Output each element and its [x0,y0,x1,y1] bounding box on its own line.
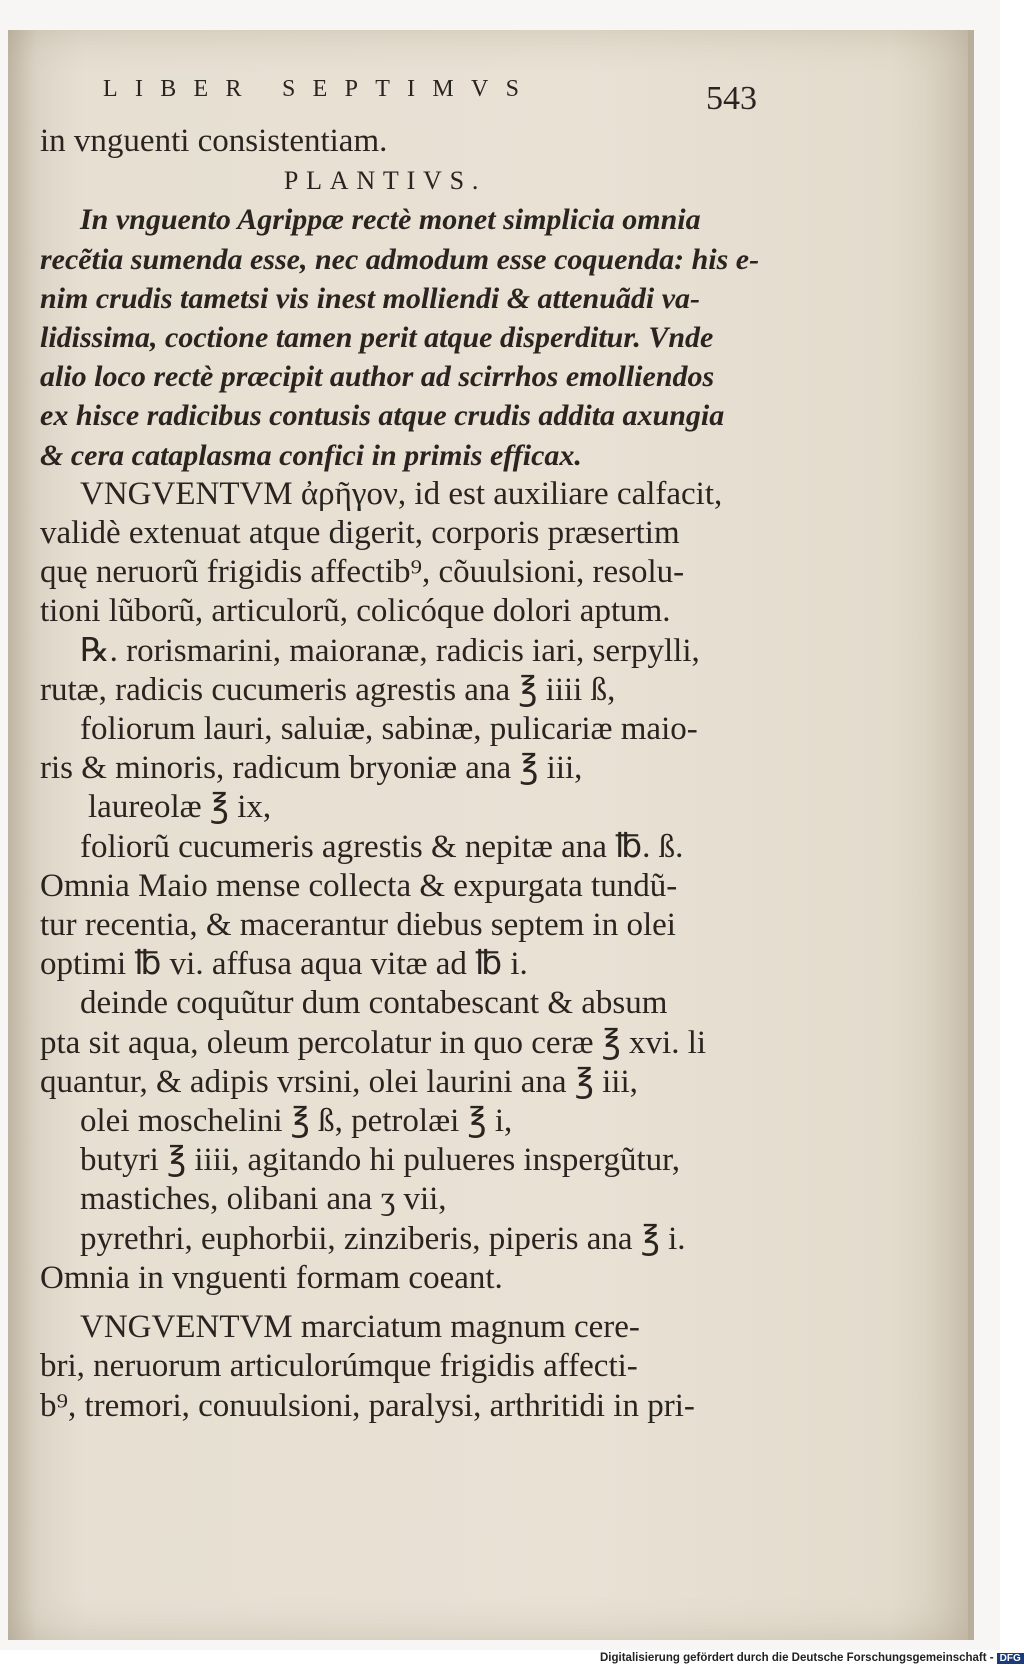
page-body [40,122,760,1426]
text-line: foliorum lauri, saluiæ, sabinæ, pulicariæ maio- [80,711,698,748]
text-line: masticheѕ, olibani ana ʒ vii, [80,1181,447,1218]
text-line: VNGVENTVM ἀρῆγον, id est auxiliare calfacit, [80,475,723,512]
book-page [8,30,974,1640]
text-line: laureolæ ℥ ix, [88,789,272,826]
text-line: & cera cataplasma confici in primis efficax. [40,438,582,472]
text-line: recẽtia sumenda esse, nec admodum esse coquenda: his e- [40,242,760,276]
text-line: ℞. rorismarini, maioranæ, radicis iari, serpylli, [80,632,700,669]
text-line: olei moschelini ℥ ß, petrolæi ℥ i, [80,1103,513,1140]
text-line: b⁹, tremori, conuulsioni, paralysi, arthritidi in pri- [40,1387,695,1424]
text-line: lidissima, coctione tamen perit atque disperditur. Vnde [40,321,714,355]
text-line: foliorũ cucumeris agrestis & nepitæ ana ℔. ß. [80,828,684,865]
text-line: rutæ, radicis cucumeris agrestis ana ℥ iiii ß, [40,671,616,708]
text-line: VNGVENTVM marciatum magnum cere- [80,1309,640,1346]
text-line: butyri ℥ iiii, agitando hi pulueres inspergũtur, [80,1142,681,1179]
text-line: In vnguento Agrippæ rectè monet simplicia omnia [80,203,701,237]
text-line: pta sit aqua, oleum percolatur in quo ceræ ℥ xvi. li [40,1024,707,1061]
text-line: tioni lũborũ, articulorũ, colicóque dolori aptum. [40,593,671,630]
running-head: LIBER SEPTIMVS [103,76,537,102]
text-line: quę neruorũ frigidis affectib⁹, cõuulsioni, resolu- [40,554,685,591]
text-line: in vnguenti consistentiam. [40,123,388,159]
text-line: nim crudis tametsi vis inest molliendi & attenuãdi va- [40,281,701,315]
dfg-logo: DFG [997,1653,1024,1664]
text-line: Omnia Maio mense collecta & expurgata tundũ- [40,867,678,904]
text-line: alio loco rectè præcipit author ad scirrhos emolliendos [40,360,715,394]
text-line: quantur, & adipis vrsini, olei laurini ana ℥ iii, [40,1063,638,1100]
credit-text: Digitalisierung gefördert durch die Deutsche Forschungsgemeinschaft - [600,1652,994,1664]
digitization-credit [600,1652,1021,1668]
text-line: bri, neruorum articulorúmque frigidis affecti- [40,1348,638,1385]
text-line: ris & minoris, radicum bryoniæ ana ℥ iii, [40,750,583,787]
text-line: PLANTIVS. [283,166,487,196]
text-line: validè extenuat atque digerit, corporis præsertim [40,515,680,552]
text-line: pyrethri, euphorbii, zinziberis, piperis ana ℥ i. [80,1220,686,1257]
text-line: tur recentia, & macerantur diebus septem in olei [40,907,676,944]
text-line: deinde coquũtur dum contabescant & absum [80,985,668,1022]
text-line: Omnia in vnguenti formam coeant. [40,1259,503,1296]
folio-number: 543 [706,80,757,117]
text-line: optimi ℔ vi. affusa aqua vitæ ad ℔ i. [40,946,528,983]
text-line: ex hisce radicibus contusis atque crudis addita axungia [40,399,725,433]
